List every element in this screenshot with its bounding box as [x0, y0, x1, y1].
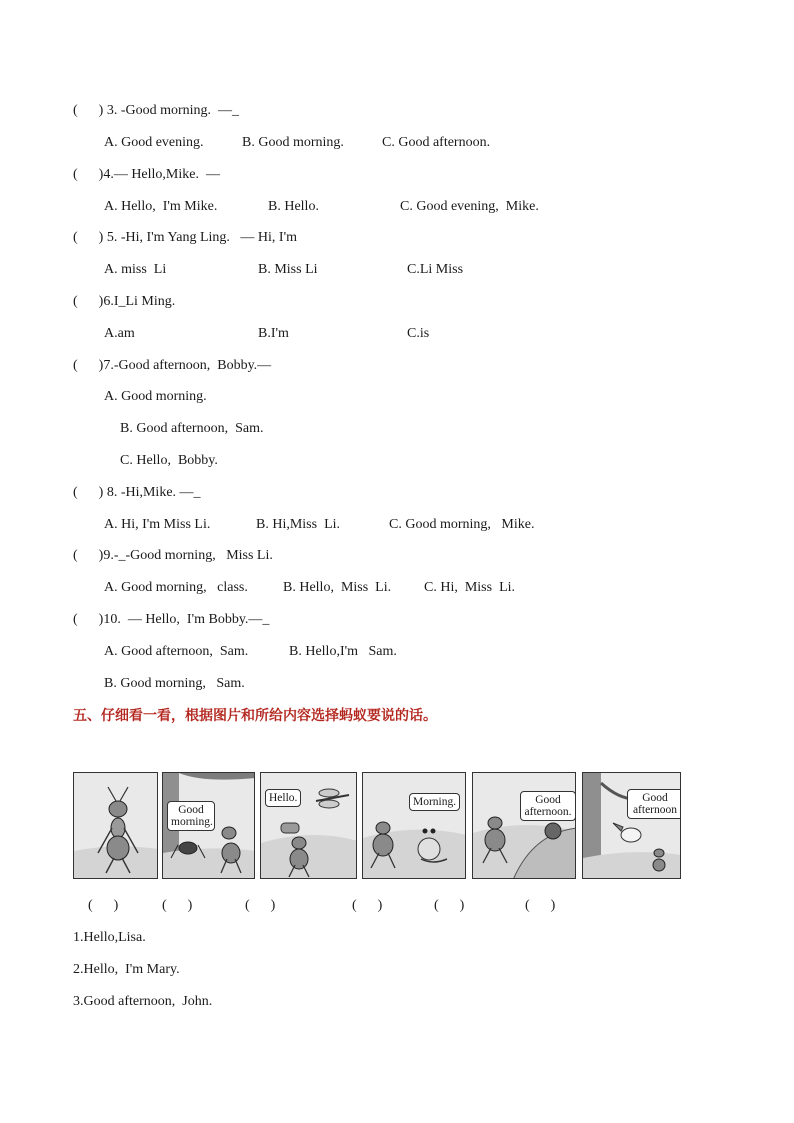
question-stem: ( ) 3. -Good morning. —_ — [73, 103, 240, 118]
ant-ladybug-illustration — [473, 773, 576, 879]
option-b: B.I'm — [258, 326, 289, 341]
option-c: C. Hi, Miss Li. — [424, 580, 516, 595]
option-b: B. Hello,I'm Sam. — [289, 644, 397, 659]
speech-bubble: Good morning. — [167, 801, 215, 831]
question-stem: ( )10. — Hello, I'm Bobby.—_ — [73, 612, 270, 627]
answer-blank: ( ) — [352, 898, 383, 913]
option-c: C.Li Miss — [407, 262, 464, 277]
option-c: C. Good morning, Mike. — [389, 517, 535, 532]
choice-item: 3.Good afternoon, John. — [73, 994, 213, 1009]
speech-bubble: Hello. — [265, 789, 301, 807]
comic-panel-5 — [472, 772, 576, 879]
option-a: A. Hi, I'm Miss Li. — [104, 517, 211, 532]
comic-panel-4 — [362, 772, 466, 879]
comic-panel-6 — [582, 772, 681, 879]
comic-panel-1 — [73, 772, 158, 879]
section-heading: 五、仔细看一看，根据图片和所给内容选择蚂蚁要说的话。 — [73, 708, 437, 724]
option-b: B. Good afternoon, Sam. — [120, 421, 264, 436]
ant-snail-illustration — [363, 773, 466, 879]
question-stem: ( )9.-_-Good morning, Miss Li. — [73, 548, 273, 563]
speech-bubble: Morning. — [409, 793, 460, 811]
speech-bubble: Good afternoon. — [520, 791, 576, 821]
question-stem: ( )6.I_Li Ming. — [73, 294, 176, 309]
question-stem: ( )4.— Hello,Mike. — — [73, 167, 220, 182]
option-a: A. Good morning. — [104, 389, 207, 404]
option-b-alt: B. Good morning, Sam. — [104, 676, 245, 691]
comic-panel-3 — [260, 772, 357, 879]
comic-panel-2 — [162, 772, 255, 879]
option-a: A. Good afternoon, Sam. — [104, 644, 249, 659]
question-stem: ( ) 8. -Hi,Mike. —_ — [73, 485, 201, 500]
speech-bubble: Good afternoon — [627, 789, 681, 819]
question-stem: ( )7.-Good afternoon, Bobby.— — [73, 358, 272, 373]
option-b: B. Miss Li — [258, 262, 318, 277]
choice-item: 1.Hello,Lisa. — [73, 930, 146, 945]
option-a: A. Hello, I'm Mike. — [104, 199, 218, 214]
option-c: C. Hello, Bobby. — [120, 453, 218, 468]
option-a: A. Good morning, class. — [104, 580, 248, 595]
answer-blank: ( ) — [434, 898, 465, 913]
option-b: B. Good morning. — [242, 135, 344, 150]
option-a: A. miss Li — [104, 262, 167, 277]
option-a: A.am — [104, 326, 135, 341]
option-b: B. Hello. — [268, 199, 319, 214]
question-stem: ( ) 5. -Hi, I'm Yang Ling. — Hi, I'm — [73, 230, 297, 245]
choice-item: 2.Hello, I'm Mary. — [73, 962, 180, 977]
answer-blank: ( ) — [88, 898, 119, 913]
option-c: C.is — [407, 326, 430, 341]
answer-blank: ( ) — [162, 898, 193, 913]
option-b: B. Hello, Miss Li. — [283, 580, 392, 595]
option-b: B. Hi,Miss Li. — [256, 517, 341, 532]
ant-illustration — [74, 773, 158, 879]
answer-blank: ( ) — [525, 898, 556, 913]
option-a: A. Good evening. — [104, 135, 204, 150]
option-c: C. Good evening, Mike. — [400, 199, 539, 214]
option-c: C. Good afternoon. — [382, 135, 491, 150]
answer-blank: ( ) — [245, 898, 276, 913]
